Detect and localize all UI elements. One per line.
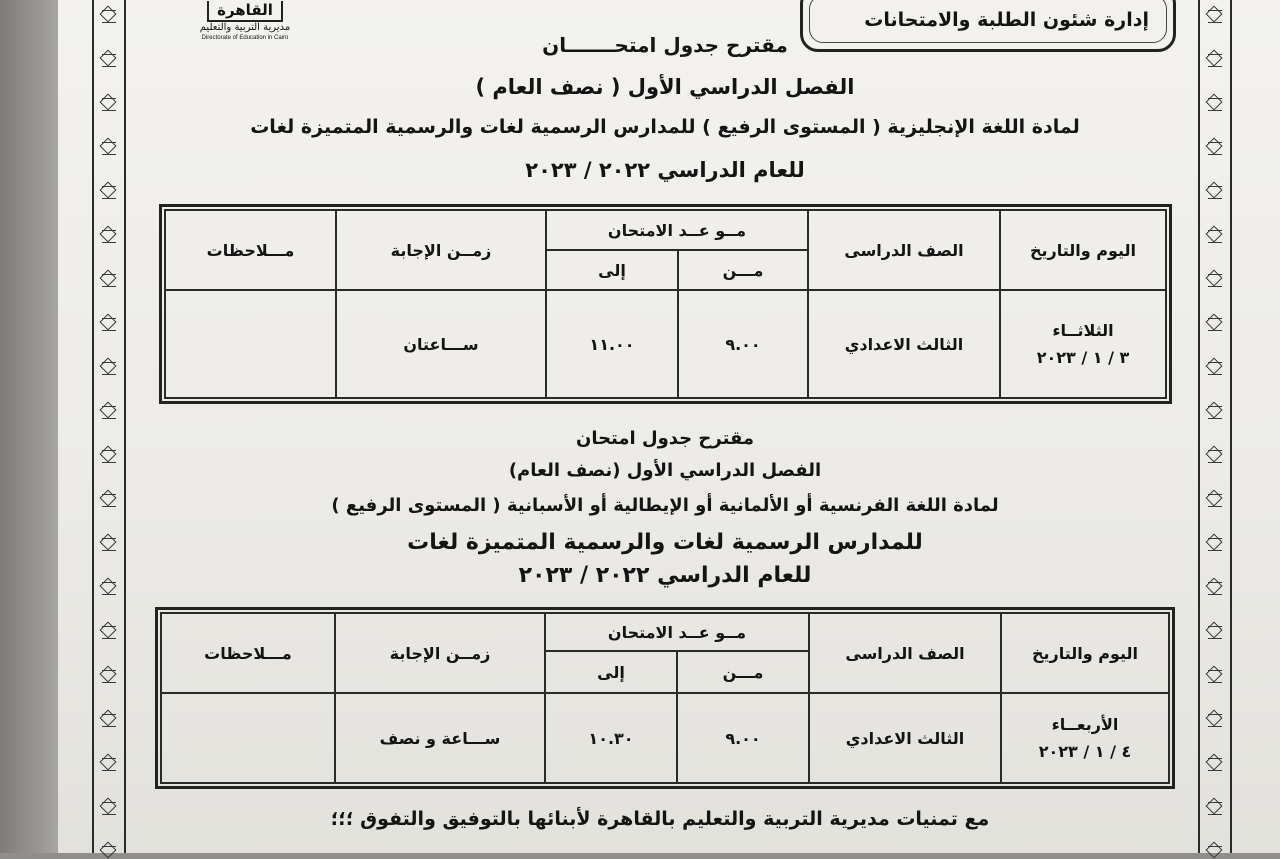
header-duration: زمــن الإجابة [336,210,546,290]
cell-duration: ســـاعتان [336,290,546,398]
header-duration: زمــن الإجابة [335,613,545,693]
footer-wishes: مع تمنيات مديرية التربية والتعليم بالقاهرة لأبنائها بالتوفيق والتفوق ؛؛؛ [330,808,990,830]
header-day-date: اليوم والتاريخ [1001,613,1169,693]
cell-day: الأربعــاء [1051,715,1119,734]
cell-to: ١١.٠٠ [546,290,678,398]
cell-notes [165,290,336,398]
section1-heading-year: للعام الدراسي ٢٠٢٢ / ٢٠٢٣ [525,158,805,182]
section1-heading-term: الفصل الدراسي الأول ( نصف العام ) [475,75,855,99]
cell-day: الثلاثــاء [1052,321,1114,340]
header-exam-time: مــو عــد الامتحان [546,210,808,250]
header-from: مـــن [677,651,809,693]
cell-date: ٤ / ١ / ٢٠٢٣ [1038,742,1132,761]
header-notes: مـــلاحظات [165,210,336,290]
section1-schedule-table [164,209,1167,399]
section2-schedule-table [160,612,1170,784]
wall-background [0,0,60,853]
cell-grade: الثالث الاعدادي [809,693,1001,783]
section2-heading-term: الفصل الدراسي الأول (نصف العام) [508,460,822,481]
header-day-date: اليوم والتاريخ [1000,210,1166,290]
section1-heading-subject: لمادة اللغة الإنجليزية ( المستوى الرفيع ) للمدارس الرسمية لغات والرسمية المتميزة لغات [250,116,1080,138]
header-exam-time: مــو عــد الامتحان [545,613,809,651]
cell-from: ٩.٠٠ [678,290,808,398]
cell-from: ٩.٠٠ [677,693,809,783]
header-grade: الصف الدراسى [808,210,1000,290]
header-from: مـــن [678,250,808,290]
department-label: إدارة شئون الطلبة والامتحانات [864,9,1149,31]
cell-grade: الثالث الاعدادي [808,290,1000,398]
section2-heading-subject: لمادة اللغة الفرنسية أو الألمانية أو الإيطالية أو الأسبانية ( المستوى الرفيع ) [331,495,999,516]
section2-heading-schools: للمدارس الرسمية لغات والرسمية المتميزة لغات [407,530,923,555]
header-to: إلى [546,250,678,290]
section1-heading-title: مقترح جدول امتحـــــــان [542,33,788,57]
cell-duration: ســـاعة و نصف [335,693,545,783]
section2-heading-year: للعام الدراسي ٢٠٢٢ / ٢٠٢٣ [518,563,812,588]
section2-heading-title: مقترح جدول امتحان [575,428,755,449]
cell-day-date [1001,693,1169,783]
cell-date: ٣ / ١ / ٢٠٢٣ [1036,348,1130,367]
logo-english-text: Directorate of Education in Cairo [201,35,289,41]
cell-notes [161,693,335,783]
header-grade: الصف الدراسى [809,613,1001,693]
cell-to: ١٠.٣٠ [545,693,677,783]
logo-mark: القاهرة [207,1,283,22]
header-to: إلى [545,651,677,693]
header-notes: مـــلاحظات [161,613,335,693]
cell-day-date [1000,290,1166,398]
logo-subtitle: مديرية التربية والتعليم [199,22,291,33]
